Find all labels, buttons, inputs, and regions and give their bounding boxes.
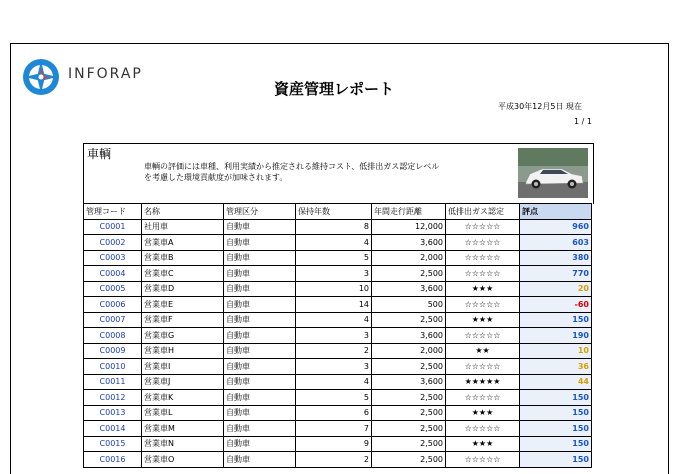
table-row	[84, 250, 592, 266]
header-distance: 年間走行距離	[372, 204, 446, 220]
name-cell: 営業車B	[142, 250, 224, 266]
code-cell: C0006	[84, 297, 142, 313]
name-cell: 営業車A	[142, 235, 224, 251]
score-cell: 150	[520, 421, 592, 437]
years-cell: 10	[296, 281, 372, 297]
code-cell: C0014	[84, 421, 142, 437]
distance-cell: 3,600	[372, 281, 446, 297]
emission-rating-cell: ☆☆☆☆☆	[446, 328, 520, 344]
table-row	[84, 405, 592, 421]
category-cell: 自動車	[224, 374, 296, 390]
emission-rating-cell: ☆☆☆☆☆	[446, 359, 520, 375]
table-row	[84, 281, 592, 297]
distance-cell: 500	[372, 297, 446, 313]
table-row	[84, 436, 592, 452]
emission-rating-cell: ☆☆☆☆☆	[446, 390, 520, 406]
category-cell: 自動車	[224, 405, 296, 421]
code-cell: C0002	[84, 235, 142, 251]
description-line-1: 車輌の評価には車種、利用実績から推定される維持コスト、低排出ガス認定レベル	[144, 162, 440, 171]
category-cell: 自動車	[224, 421, 296, 437]
years-cell: 9	[296, 436, 372, 452]
code-cell: C0003	[84, 250, 142, 266]
table-row	[84, 219, 592, 235]
code-cell: C0004	[84, 266, 142, 282]
code-cell: C0012	[84, 390, 142, 406]
name-cell: 営業車H	[142, 343, 224, 359]
distance-cell: 2,500	[372, 405, 446, 421]
years-cell: 5	[296, 390, 372, 406]
score-cell: 150	[520, 312, 592, 328]
score-cell: 150	[520, 390, 592, 406]
years-cell: 8	[296, 219, 372, 235]
distance-cell: 2,000	[372, 250, 446, 266]
header-emission: 低排出ガス認定	[446, 204, 520, 220]
report-title: 資産管理レポート	[274, 80, 395, 98]
table-row	[84, 359, 592, 375]
score-cell: 603	[520, 235, 592, 251]
table-row	[84, 374, 592, 390]
emission-rating-cell: ☆☆☆☆☆	[446, 266, 520, 282]
table-row	[84, 452, 592, 468]
name-cell: 営業車C	[142, 266, 224, 282]
emission-rating-cell: ☆☆☆☆☆	[446, 235, 520, 251]
emission-rating-cell: ★★★	[446, 312, 520, 328]
header-score: 評点	[520, 204, 592, 220]
name-cell: 営業車E	[142, 297, 224, 313]
car-photo	[518, 148, 588, 198]
header-code: 管理コード	[84, 204, 142, 220]
distance-cell: 2,500	[372, 359, 446, 375]
table-header-row	[84, 204, 592, 220]
inforap-compass-logo-icon	[21, 57, 61, 97]
emission-rating-cell: ★★	[446, 343, 520, 359]
code-cell: C0011	[84, 374, 142, 390]
name-cell: 営業車I	[142, 359, 224, 375]
name-cell: 社用車	[142, 219, 224, 235]
table-row	[84, 421, 592, 437]
distance-cell: 2,500	[372, 390, 446, 406]
score-cell: -60	[520, 297, 592, 313]
years-cell: 6	[296, 405, 372, 421]
category-cell: 自動車	[224, 312, 296, 328]
name-cell: 営業車J	[142, 374, 224, 390]
header-years: 保持年数	[296, 204, 372, 220]
header-category: 管理区分	[224, 204, 296, 220]
page-number: 1 / 1	[574, 117, 592, 126]
years-cell: 5	[296, 250, 372, 266]
report-date: 平成30年12月5日 現在	[498, 102, 582, 111]
distance-cell: 2,500	[372, 266, 446, 282]
table-row	[84, 390, 592, 406]
score-cell: 150	[520, 405, 592, 421]
score-cell: 150	[520, 452, 592, 468]
category-cell: 自動車	[224, 452, 296, 468]
table-row	[84, 343, 592, 359]
code-cell: C0001	[84, 219, 142, 235]
category-cell: 自動車	[224, 390, 296, 406]
code-cell: C0015	[84, 436, 142, 452]
distance-cell: 3,600	[372, 374, 446, 390]
name-cell: 営業車D	[142, 281, 224, 297]
emission-rating-cell: ★★★	[446, 405, 520, 421]
years-cell: 3	[296, 328, 372, 344]
distance-cell: 2,500	[372, 452, 446, 468]
distance-cell: 2,500	[372, 312, 446, 328]
years-cell: 4	[296, 312, 372, 328]
name-cell: 営業車M	[142, 421, 224, 437]
code-cell: C0010	[84, 359, 142, 375]
years-cell: 4	[296, 374, 372, 390]
score-cell: 20	[520, 281, 592, 297]
emission-rating-cell: ★★★	[446, 436, 520, 452]
name-cell: 営業車K	[142, 390, 224, 406]
name-cell: 営業車N	[142, 436, 224, 452]
code-cell: C0016	[84, 452, 142, 468]
category-cell: 自動車	[224, 328, 296, 344]
years-cell: 2	[296, 343, 372, 359]
years-cell: 2	[296, 452, 372, 468]
distance-cell: 3,600	[372, 328, 446, 344]
years-cell: 7	[296, 421, 372, 437]
code-cell: C0005	[84, 281, 142, 297]
name-cell: 営業車G	[142, 328, 224, 344]
score-cell: 36	[520, 359, 592, 375]
emission-rating-cell: ☆☆☆☆☆	[446, 452, 520, 468]
emission-rating-cell: ★★★★★	[446, 374, 520, 390]
section-title: 車輌	[87, 147, 112, 161]
name-cell: 営業車L	[142, 405, 224, 421]
emission-rating-cell: ☆☆☆☆☆	[446, 250, 520, 266]
score-cell: 150	[520, 436, 592, 452]
category-cell: 自動車	[224, 343, 296, 359]
years-cell: 3	[296, 359, 372, 375]
emission-rating-cell: ★★★	[446, 281, 520, 297]
distance-cell: 3,600	[372, 235, 446, 251]
code-cell: C0009	[84, 343, 142, 359]
score-cell: 44	[520, 374, 592, 390]
name-cell: 営業車O	[142, 452, 224, 468]
emission-rating-cell: ☆☆☆☆☆	[446, 219, 520, 235]
table-row	[84, 297, 592, 313]
section-description	[144, 161, 494, 183]
years-cell: 4	[296, 235, 372, 251]
asset-table	[83, 203, 592, 468]
table-row	[84, 266, 592, 282]
brand-name: INFORAP	[68, 66, 143, 82]
distance-cell: 2,500	[372, 421, 446, 437]
score-cell: 10	[520, 343, 592, 359]
score-cell: 190	[520, 328, 592, 344]
category-cell: 自動車	[224, 436, 296, 452]
table-row	[84, 235, 592, 251]
distance-cell: 2,500	[372, 436, 446, 452]
years-cell: 14	[296, 297, 372, 313]
table-row	[84, 328, 592, 344]
distance-cell: 12,000	[372, 219, 446, 235]
category-cell: 自動車	[224, 266, 296, 282]
name-cell: 営業車F	[142, 312, 224, 328]
emission-rating-cell: ☆☆☆☆☆	[446, 421, 520, 437]
header-name: 名称	[142, 204, 224, 220]
description-line-2: を考慮した環境貢献度が加味されます。	[144, 173, 288, 182]
category-cell: 自動車	[224, 250, 296, 266]
category-cell: 自動車	[224, 219, 296, 235]
category-cell: 自動車	[224, 235, 296, 251]
emission-rating-cell: ☆☆☆☆☆	[446, 297, 520, 313]
distance-cell: 2,000	[372, 343, 446, 359]
category-cell: 自動車	[224, 297, 296, 313]
score-cell: 770	[520, 266, 592, 282]
years-cell: 3	[296, 266, 372, 282]
category-cell: 自動車	[224, 281, 296, 297]
code-cell: C0013	[84, 405, 142, 421]
table-row	[84, 312, 592, 328]
score-cell: 960	[520, 219, 592, 235]
score-cell: 380	[520, 250, 592, 266]
category-cell: 自動車	[224, 359, 296, 375]
code-cell: C0007	[84, 312, 142, 328]
code-cell: C0008	[84, 328, 142, 344]
